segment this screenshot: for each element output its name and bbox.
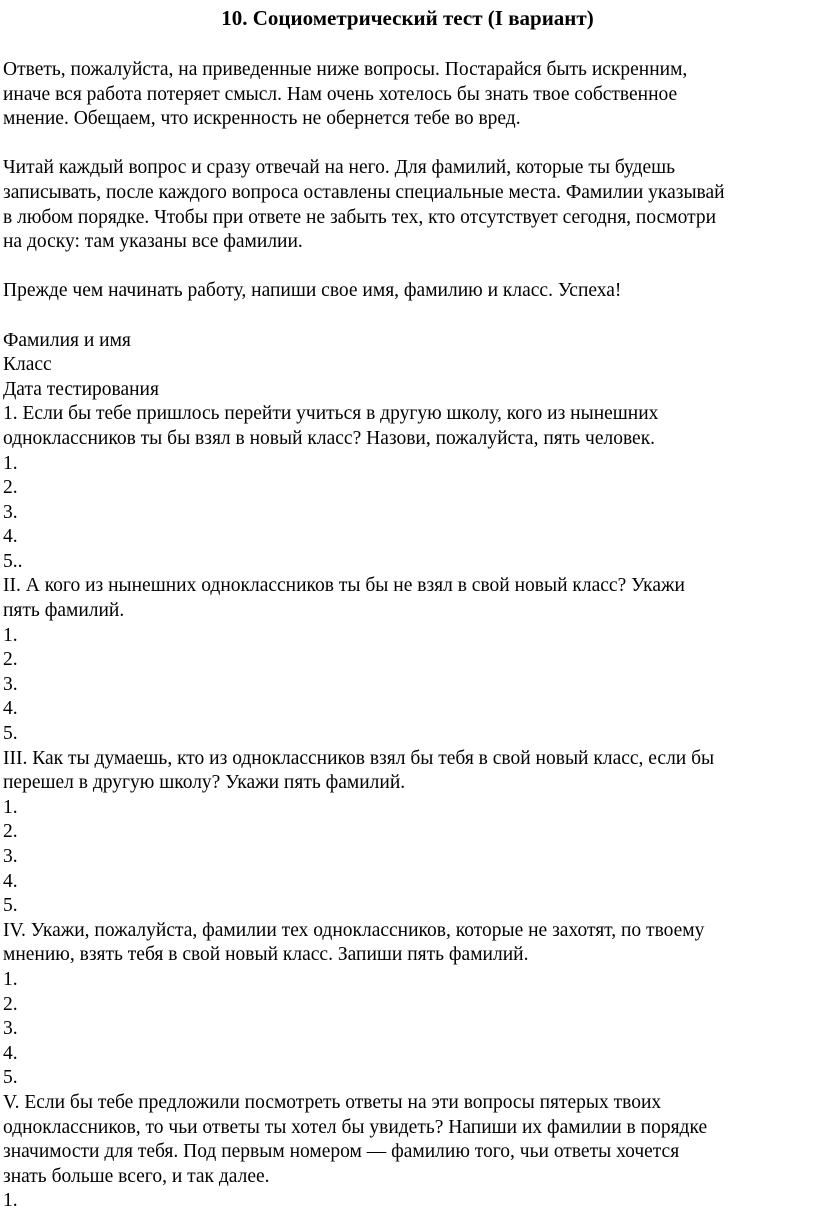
paragraph-line: Ответь, пожалуйста, на приведенные ниже вопросы. Постарайся быть искренним, xyxy=(3,59,688,80)
answer-slot[interactable]: 1. xyxy=(3,968,18,990)
instruction-paragraph xyxy=(3,58,812,132)
questions-list xyxy=(3,402,812,1214)
field-date-label: Дата тестирования xyxy=(3,378,159,400)
question-block xyxy=(3,747,812,919)
paragraph-gap xyxy=(3,132,812,157)
question-line: 1. Если бы тебе пришлось перейти учиться в другую школу, кого из нынешних xyxy=(3,403,659,425)
question-text xyxy=(3,574,812,623)
field-class-label: Класс xyxy=(3,354,52,376)
question-line: пять фамилий. xyxy=(3,600,125,622)
answer-slot[interactable]: 3. xyxy=(3,846,18,867)
paragraph-gap xyxy=(3,304,812,329)
answer-slot[interactable]: 3. xyxy=(3,673,18,695)
answer-slots xyxy=(3,796,812,919)
answer-slot[interactable]: 1. xyxy=(3,1190,18,1212)
question-line: V. Если бы тебе предложили посмотреть ответы на эти вопросы пятерых твоих xyxy=(3,1091,662,1113)
document-title: 10. Социометрический тест (I вариант) xyxy=(221,6,594,30)
student-fields xyxy=(3,329,812,403)
answer-slot[interactable]: 3. xyxy=(3,501,18,523)
answer-slot[interactable]: 5. xyxy=(3,895,18,917)
paragraph-gap xyxy=(3,255,812,280)
paragraph-line: Прежде чем начинать работу, напиши свое имя, фамилию и класс. Успеха! xyxy=(3,280,622,302)
instruction-paragraph xyxy=(3,279,812,304)
answer-slot[interactable]: 4. xyxy=(3,1042,18,1064)
question-line: III. Как ты думаешь, кто из одноклассников взял бы тебя в свой новый класс, если бы xyxy=(3,747,715,769)
question-line: знать больше всего, и так далее. xyxy=(3,1165,270,1187)
answer-slot[interactable]: 5.. xyxy=(3,550,23,572)
paragraph-line: иначе вся работа потеряет смысл. Нам очень хотелось бы знать твое собственное xyxy=(3,83,678,105)
question-block xyxy=(3,919,812,1091)
answer-slot[interactable]: 2. xyxy=(3,993,18,1015)
paragraph-line: Читай каждый вопрос и сразу отвечай на него. Для фамилий, которые ты будешь xyxy=(3,157,676,179)
question-line: IV. Укажи, пожалуйста, фамилии тех одноклассников, которые не захотят, по твоему xyxy=(3,919,705,941)
answer-slot[interactable]: 4. xyxy=(3,870,18,892)
answer-slot[interactable]: 5. xyxy=(3,1067,18,1089)
question-block xyxy=(3,574,812,746)
answer-slot[interactable]: 1. xyxy=(3,452,18,474)
question-text xyxy=(3,1091,812,1189)
answer-slot[interactable]: 1. xyxy=(3,796,18,818)
instructions xyxy=(3,58,812,304)
answer-slots xyxy=(3,452,812,575)
paragraph-line: записывать, после каждого вопроса оставлены специальные места. Фамилии указывай xyxy=(3,181,725,203)
instruction-paragraph xyxy=(3,156,812,254)
answer-slot[interactable]: 4. xyxy=(3,698,18,720)
question-line: мнению, взять тебя в свой новый класс. Запиши пять фамилий. xyxy=(3,944,529,966)
field-name-label: Фамилия и имя xyxy=(3,329,131,351)
question-line: II. А кого из нынешних одноклассников ты бы не взял в свой новый класс? Укажи xyxy=(3,575,685,597)
question-text xyxy=(3,919,812,968)
answer-slot[interactable]: 5. xyxy=(3,723,18,745)
answer-slot[interactable]: 4. xyxy=(3,526,18,548)
answer-slots xyxy=(3,1189,812,1214)
question-block xyxy=(3,1091,812,1214)
paragraph-line: в любом порядке. Чтобы при ответе не забыть тех, кто отсутствует сегодня, посмотри xyxy=(3,206,717,228)
answer-slots xyxy=(3,968,812,1091)
answer-slot[interactable]: 2. xyxy=(3,649,18,671)
answer-slot[interactable]: 2. xyxy=(3,821,18,843)
question-line: перешел в другую школу? Укажи пять фамилий. xyxy=(3,772,406,794)
question-text xyxy=(3,402,812,451)
answer-slot[interactable]: 3. xyxy=(3,1018,18,1040)
answer-slot[interactable]: 2. xyxy=(3,477,18,499)
question-text xyxy=(3,747,812,796)
question-line: одноклассников, то чьи ответы ты хотел бы увидеть? Напиши их фамилии в порядке xyxy=(3,1116,708,1138)
paragraph-line: на доску: там указаны все фамилии. xyxy=(3,231,303,253)
question-line: одноклассников ты бы взял в новый класс? Назови, пожалуйста, пять человек. xyxy=(3,427,656,449)
paragraph-line: мнение. Обещаем, что искренность не обернется тебе во вред. xyxy=(3,108,521,130)
answer-slot[interactable]: 1. xyxy=(3,624,18,646)
question-line: значимости для тебя. Под первым номером — фамилию того, чьи ответы хочется xyxy=(3,1141,680,1163)
question-block xyxy=(3,402,812,574)
answer-slots xyxy=(3,624,812,747)
